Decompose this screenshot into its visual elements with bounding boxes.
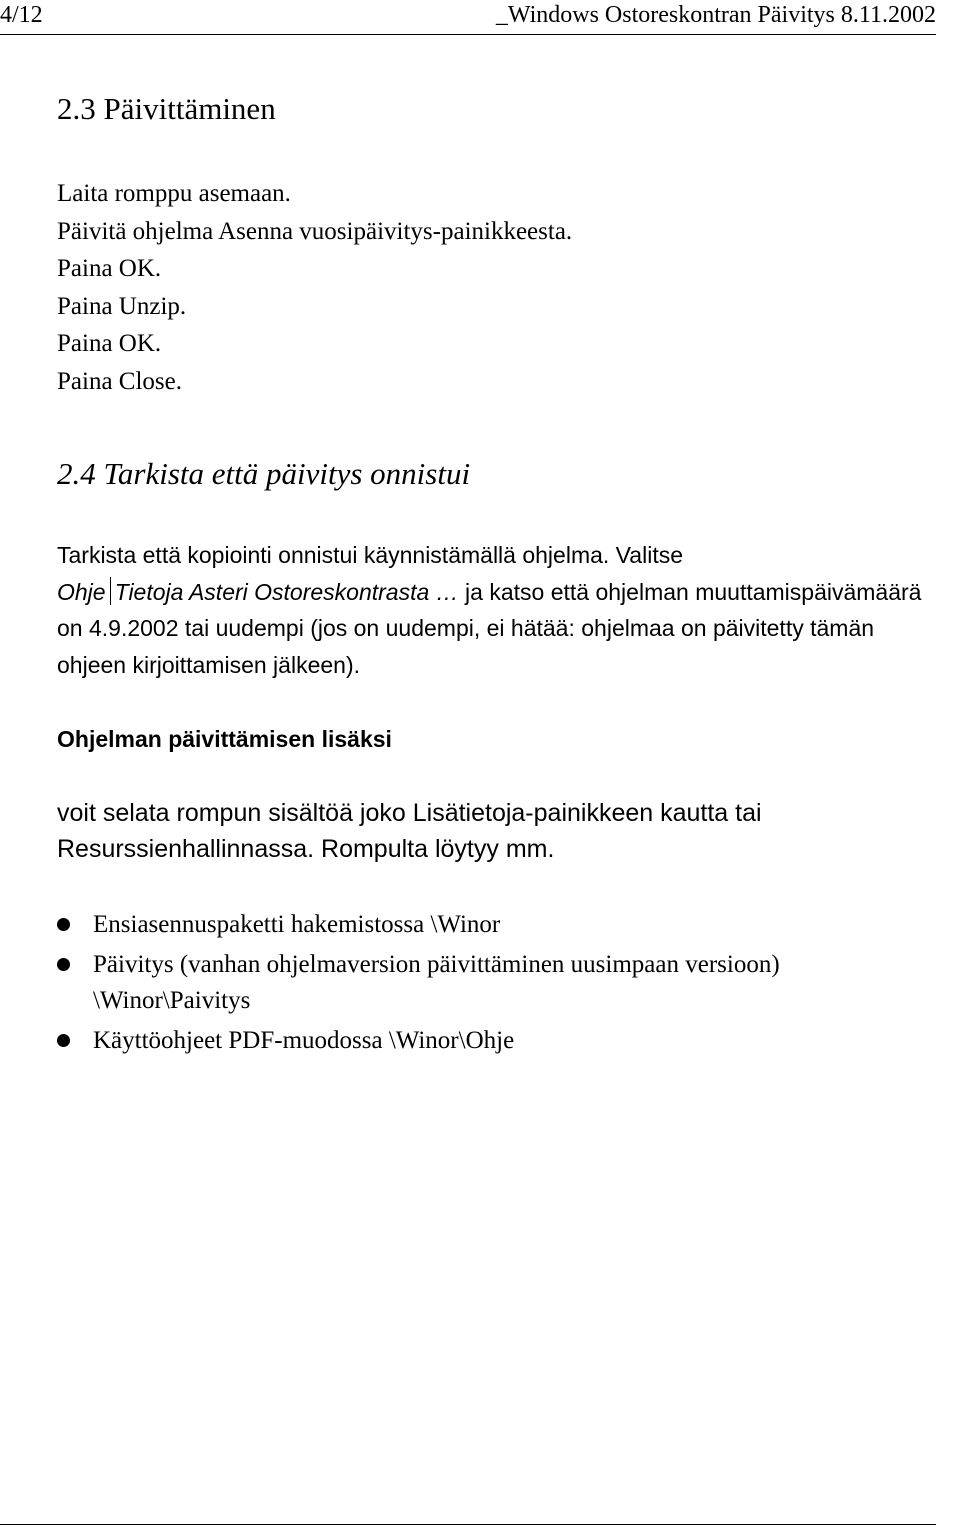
bullet-dot-icon	[57, 918, 70, 931]
footer-rule	[0, 1524, 936, 1525]
bullet-text: Käyttöohjeet PDF-muodossa \Winor\Ohje	[93, 1027, 515, 1054]
update-steps-list	[57, 175, 572, 400]
section-heading-update: 2.3 Päivittäminen	[57, 91, 276, 126]
bullet-item	[57, 1023, 937, 1059]
menu-path-tietoja: Tietoja Asteri Ostoreskontrasta …	[114, 578, 459, 605]
bullet-item	[57, 907, 937, 943]
extra-paragraph: voit selata rompun sisältöä joko Lisätietoja-painikkeen kautta tai Resurssienhallinnassa. Rompulta löytyy mm.	[57, 799, 762, 863]
bullet-text: Ensiasennuspaketti hakemistossa \Winor	[93, 911, 501, 938]
document-title: _Windows Ostoreskontran Päivitys 8.11.2002	[495, 2, 936, 28]
check-paragraph	[57, 537, 937, 683]
contents-bullet-list	[57, 907, 937, 1063]
bullet-dot-icon	[57, 958, 70, 971]
update-step: Laita romppu asemaan.	[57, 180, 291, 207]
update-step: Paina OK.	[57, 330, 162, 357]
bullet-item	[57, 947, 937, 1019]
section-heading-extra: Ohjelman päivittämisen lisäksi	[57, 726, 392, 752]
update-step: Paina OK.	[57, 255, 162, 282]
update-step: Paina Unzip.	[57, 292, 187, 320]
page-header	[0, 0, 936, 35]
update-step: Paina Close.	[57, 367, 182, 395]
section-heading-check: 2.4 Tarkista että päivitys onnistui	[57, 456, 471, 491]
update-step: Päivitä ohjelma Asenna vuosipäivitys-painikkeesta.	[57, 217, 573, 245]
check-paragraph-start: Tarkista että kopiointi onnistui käynnistämällä ohjelma. Valitse	[57, 542, 683, 568]
check-paragraph-end: ja katso että ohjelman muuttamispäivämäärä on 4.9.2002 tai uudempi (jos on uudempi, ei hätää: ohjelmaa on päivitetty tämän ohjeen kirjoittamisen jälkeen).	[57, 578, 922, 678]
bullet-dot-icon	[57, 1034, 70, 1047]
menu-path-ohje: Ohje	[57, 578, 106, 605]
page-number: 4/12	[0, 2, 43, 28]
bullet-text: Päivitys (vanhan ohjelmaversion päivittäminen uusimpaan versioon) \Winor\Paivitys	[93, 951, 780, 1014]
menu-separator	[110, 577, 111, 605]
